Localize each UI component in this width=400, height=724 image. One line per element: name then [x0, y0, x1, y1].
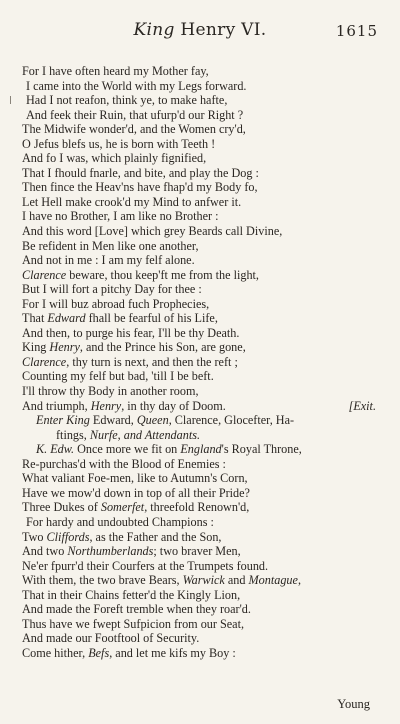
- line-text: , and let me kifs my Boy :: [109, 645, 236, 660]
- text-line: [22, 486, 382, 501]
- text-line: [22, 515, 382, 530]
- line-text: For I will buz abroad fuch Prophecies,: [22, 296, 210, 311]
- line-text: And made the Foreft tremble when they roar'd.: [22, 602, 251, 617]
- text-line: [22, 573, 382, 588]
- text-line: [22, 311, 382, 326]
- text-line: [22, 268, 382, 283]
- text-line: [22, 180, 382, 195]
- line-text: And this word [Love] which grey Beards call Divine,: [22, 224, 283, 239]
- line-text: and: [224, 573, 249, 588]
- proper-name: Henry: [90, 398, 122, 413]
- stage-direction: [22, 428, 382, 443]
- line-text: ,: [117, 427, 124, 442]
- line-text: , in thy day of Doom.: [121, 398, 226, 413]
- stage-direction: [22, 413, 382, 428]
- line-text: With them, the two brave Bears,: [22, 573, 183, 588]
- line-text: The Midwife wonder'd, and the Women cry'd,: [22, 122, 246, 137]
- text-line: [22, 93, 382, 108]
- text-line: [22, 209, 382, 224]
- proper-name: Northumberlands: [67, 544, 154, 559]
- text-line: [22, 384, 382, 399]
- line-text: For hardy and undoubted Champions :: [26, 514, 214, 529]
- line-text: , threefold Renown'd,: [144, 500, 250, 515]
- line-text: Once more we fit on: [74, 442, 181, 457]
- proper-name: Clarence: [22, 354, 67, 369]
- line-text: And triumph,: [22, 398, 91, 413]
- line-text: beware, thou keep'ft me from the light,: [66, 267, 259, 282]
- text-line: [22, 369, 382, 384]
- line-text: , and the Prince his Son, are gone,: [79, 340, 246, 355]
- text-line: [22, 64, 382, 79]
- text-line: [22, 151, 382, 166]
- proper-name: Edward: [47, 311, 86, 326]
- line-text: Then fince the Heav'ns have fhap'd my Body fo,: [22, 180, 258, 195]
- proper-name: Befs: [88, 645, 110, 660]
- text-line: [22, 282, 382, 297]
- line-text: I have no Brother, I am like no Brother :: [22, 209, 219, 224]
- direction-text: Enter King: [36, 413, 90, 428]
- exit-direction: [Exit.: [348, 398, 376, 413]
- text-line: [22, 471, 382, 486]
- speaker-name: Clarence: [22, 267, 67, 282]
- line-text: Three Dukes of: [22, 500, 101, 515]
- page-number: 1615: [335, 22, 378, 40]
- text-line: [22, 442, 382, 457]
- text-line: [22, 530, 382, 545]
- text-line: [22, 79, 382, 94]
- line-text: ,: [297, 573, 301, 588]
- line-text: Come hither,: [22, 645, 89, 660]
- line-text: I'll throw thy Body in another room,: [22, 384, 199, 399]
- proper-name: Cliffords: [46, 529, 90, 544]
- text-line: [22, 500, 382, 515]
- line-text: And feek their Ruin, that ufurp'd our Right ?: [26, 107, 244, 122]
- line-text: Be refident in Men like one another,: [22, 238, 199, 253]
- line-text: King: [22, 340, 50, 355]
- line-text: Re-purchas'd with the Blood of Enemies :: [22, 456, 226, 471]
- text-line: [22, 297, 382, 312]
- text-line: [22, 399, 382, 414]
- line-text: Two: [22, 529, 47, 544]
- running-title-king: King: [133, 20, 175, 40]
- text-line: [22, 602, 382, 617]
- text-line: [22, 617, 382, 632]
- proper-name: Queen: [136, 413, 169, 428]
- line-text: O Jefus blefs us, he is born with Teeth !: [22, 136, 216, 151]
- line-text: I came into the World with my Legs forward.: [26, 78, 247, 93]
- running-header: [0, 20, 400, 48]
- text-line: [22, 326, 382, 341]
- proper-name: Nurfe: [89, 427, 118, 442]
- text-line: [22, 224, 382, 239]
- text-line: [22, 340, 382, 355]
- text-line: [22, 195, 382, 210]
- margin-mark: [10, 96, 11, 104]
- line-text: Edward,: [89, 413, 137, 428]
- speaker-name: K. Edw.: [36, 442, 75, 457]
- text-line: [22, 646, 382, 661]
- line-text: And made our Footftool of Security.: [22, 631, 200, 646]
- direction-text: and Attendants.: [123, 427, 201, 442]
- line-text: And not in me : I am my felf alone.: [22, 253, 195, 268]
- line-text: ; two braver Men,: [153, 544, 241, 559]
- line-text: And then, to purge his fear, I'll be thy Death.: [22, 325, 240, 340]
- line-text: And fo I was, which plainly fignified,: [22, 151, 207, 166]
- text-line: [22, 559, 382, 574]
- line-text: And two: [22, 544, 68, 559]
- text-line: [22, 544, 382, 559]
- line-text: Had I not reafon, think ye, to make hafte,: [26, 93, 228, 108]
- line-text: For I have often heard my Mother fay,: [22, 64, 209, 78]
- text-line: [22, 588, 382, 603]
- proper-name: Montague: [248, 573, 298, 588]
- text-line: [22, 137, 382, 152]
- line-text: Thus have we fwept Sufpicion from our Seat,: [22, 616, 245, 631]
- line-text: Counting my felf but bad, 'till I be beft.: [22, 369, 214, 384]
- line-text: That: [22, 311, 48, 326]
- text-line: [22, 253, 382, 268]
- line-text: , thy turn is next, and then the reft ;: [66, 354, 238, 369]
- line-text: 's Royal Throne,: [221, 442, 302, 457]
- text-line: [22, 457, 382, 472]
- text-line: [22, 108, 382, 123]
- line-text: ftings,: [56, 427, 90, 442]
- text-line: [22, 122, 382, 137]
- line-text: , as the Father and the Son,: [89, 529, 222, 544]
- line-text: But I will fort a pitchy Day for thee :: [22, 282, 202, 297]
- text-line: [22, 631, 382, 646]
- play-text: [22, 64, 382, 660]
- proper-name: England: [180, 442, 222, 457]
- line-text: Let Hell make crook'd my Mind to anfwer it.: [22, 194, 242, 209]
- line-text: Ne'er fpurr'd their Courfers at the Trumpets found.: [22, 558, 269, 573]
- line-text: , Clarence, Glocefter, Ha-: [168, 413, 295, 428]
- proper-name: Warwick: [182, 573, 225, 588]
- catchword: Young: [337, 697, 370, 711]
- running-title-rest: Henry VI.: [180, 20, 267, 40]
- text-line: [22, 355, 382, 370]
- line-text: What valiant Foe-men, like to Autumn's Corn,: [22, 471, 248, 486]
- line-text: That I fhould fnarle, and bite, and play the Dog :: [22, 165, 259, 180]
- proper-name: Henry: [49, 340, 80, 355]
- line-text: fhall be fearful of his Life,: [85, 311, 218, 326]
- line-text: Have we mow'd down in top of all their Pride?: [22, 485, 250, 500]
- text-line: [22, 166, 382, 181]
- text-line: [22, 239, 382, 254]
- line-text: That in their Chains fetter'd the Kingly Lion,: [22, 587, 241, 602]
- proper-name: Somerfet: [100, 500, 145, 515]
